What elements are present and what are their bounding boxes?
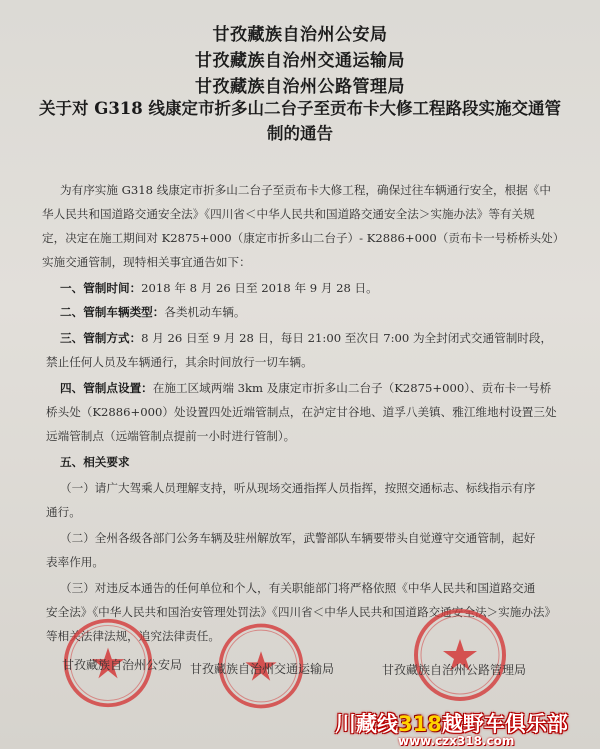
requirement-1: （一）请广大驾乘人员理解支持，听从现场交通指挥人员指挥，按照交通标志、标线指示有序 <box>60 481 536 495</box>
issuer-highway: 甘孜藏族自治州公路管理局 <box>195 77 405 97</box>
watermark-url: www.czx318.com <box>398 734 515 748</box>
watermark-part1: 川藏线 <box>335 712 398 736</box>
watermark-number: 318 <box>398 712 442 736</box>
requirement-2-cont: 表率作用。 <box>46 555 104 569</box>
section-3-cont: 禁止任何人员及车辆通行，其余时间放行一切车辆。 <box>46 355 313 369</box>
section-1-text: 2018 年 8 月 26 日至 2018 年 9 月 28 日。 <box>141 281 378 295</box>
requirement-3-cont: 等相关法律法规，追究法律责任。 <box>46 629 220 643</box>
requirement-3-cont: 安全法》《中华人民共和国治安管理处罚法》《四川省＜中华人民共和国道路交通安全法＞实施办法》 <box>46 605 557 619</box>
notice-title-line1: 关于对 G318 线康定市折多山二台子至贡布卡大修工程路段实施交通管 <box>38 99 562 118</box>
section-4-label: 四、管制点设置： <box>60 381 153 395</box>
notice-title-line2: 制的通告 <box>267 124 333 143</box>
section-5-label: 五、相关要求 <box>60 455 130 469</box>
section-3-text: 8 月 26 日至 9 月 28 日，每日 21:00 至次日 7:00 为全封闭式交通管制时段， <box>141 331 553 345</box>
issuer-police: 甘孜藏族自治州公安局 <box>212 25 388 45</box>
intro-line: 华人民共和国道路交通安全法》《四川省＜中华人民共和国道路交通安全法＞实施办法》等有关规 <box>42 207 535 221</box>
intro-line: 定，决定在施工期间对 K2875+000（康定市折多山二台子）- K2886+000（贡布卡一号桥桥头处） <box>42 231 565 245</box>
section-1-label: 一、管制时间： <box>60 281 142 295</box>
signature-transport: 甘孜藏族自治州交通运输局 <box>190 662 335 676</box>
section-3-label: 三、管制方式： <box>60 331 142 345</box>
section-4-text: 在施工区域两端 3km 及康定市折多山二台子（K2875+000）、贡布卡一号桥 <box>152 381 552 395</box>
signature-police: 甘孜藏族自治州公安局 <box>62 658 183 672</box>
intro-line: 实施交通管制，现特相关事宜通告如下： <box>42 255 251 269</box>
intro-line: 为有序实施 G318 线康定市折多山二台子至贡布卡大修工程，确保过往车辆通行安全，根据《中 <box>60 183 551 197</box>
section-4-cont: 桥头处（K2886+000）处设置四处近端管制点，在泸定甘谷地、道孚八美镇、雅江维地村设置三处 <box>46 405 557 419</box>
watermark-part2: 越野车俱乐部 <box>441 712 568 736</box>
highway-seal-icon <box>410 605 510 705</box>
section-4 <box>60 380 551 396</box>
section-4-cont: 远端管制点（远端管制点提前一小时进行管制）。 <box>46 429 296 443</box>
section-2-text: 各类机动车辆。 <box>164 305 246 319</box>
requirement-3: （三）对违反本通告的任何单位和个人，有关职能部门将严格依照《中华人民共和国道路交通 <box>60 581 536 595</box>
section-2-label: 二、管制车辆类型： <box>60 305 165 319</box>
issuer-transport: 甘孜藏族自治州交通运输局 <box>195 51 405 71</box>
requirement-2: （二）全州各级各部门公务车辆及驻州解放军，武警部队车辆要带头自觉遵守交通管制，起好 <box>60 531 536 545</box>
section-1 <box>60 280 378 296</box>
section-2 <box>60 304 246 320</box>
section-3 <box>60 330 552 346</box>
requirement-1-cont: 通行。 <box>46 505 81 519</box>
signature-highway: 甘孜藏族自治州公路管理局 <box>382 663 527 677</box>
